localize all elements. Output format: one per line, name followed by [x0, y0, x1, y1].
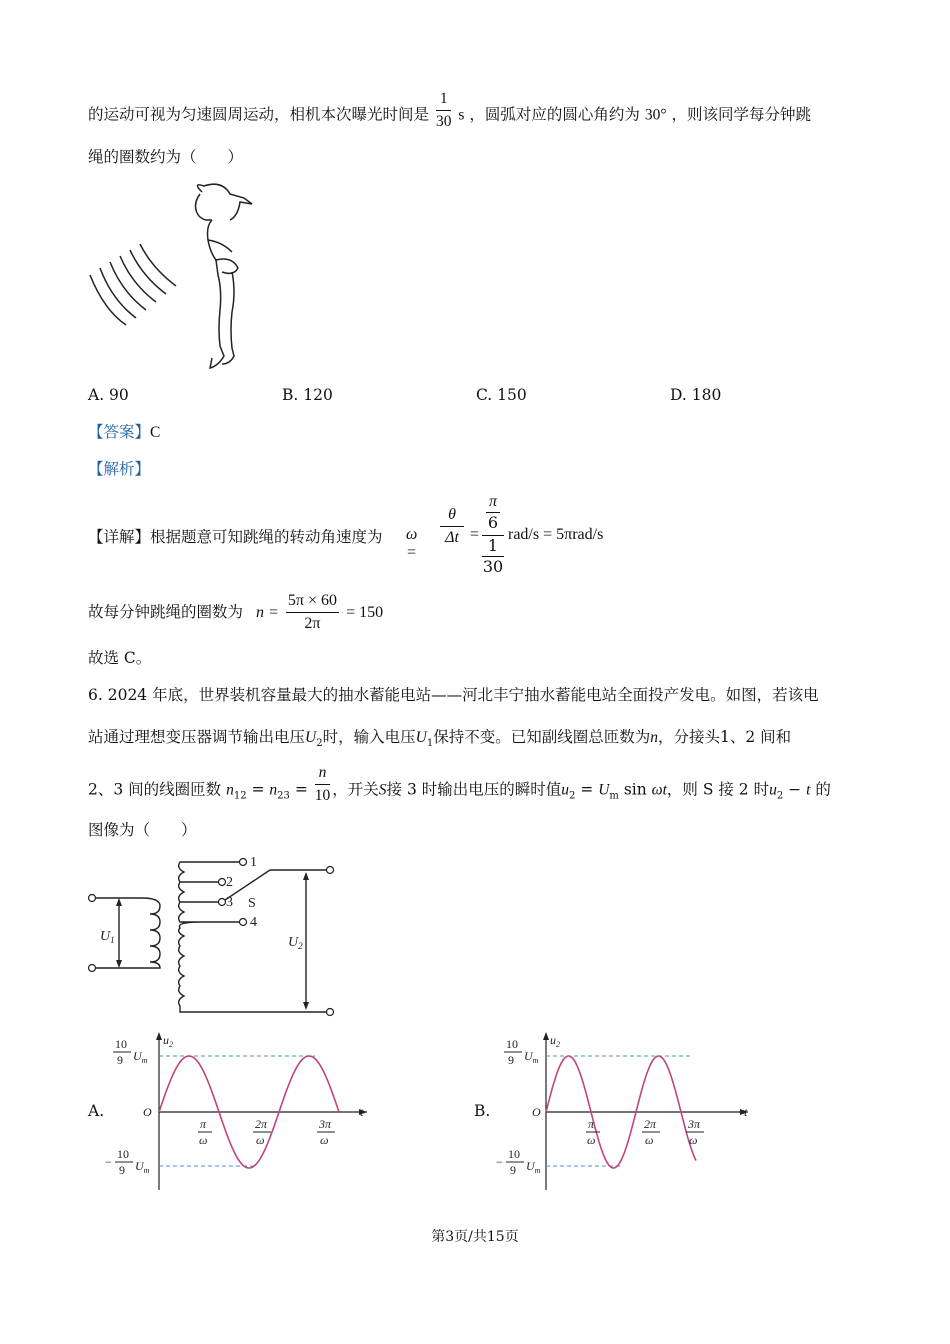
option-c: C. 150 [476, 386, 527, 404]
secondary-coil [179, 862, 330, 1012]
option-d: D. 180 [670, 386, 722, 404]
detail-tag: 【详解】 [88, 528, 151, 546]
q5-line2: 绳的圈数约为（ ） [88, 148, 244, 166]
jump-rope-figure [82, 180, 262, 375]
count-line: 故每分钟跳绳的圈数为 [88, 603, 244, 621]
u2-label: $U_2$ [288, 935, 303, 951]
tap-4: 4 [250, 915, 257, 930]
svg-text:10: 10 [115, 1037, 127, 1051]
svg-text:2π: 2π [644, 1117, 657, 1131]
u1-label: $U_1$ [100, 929, 115, 945]
graph-b-option: B. [474, 1102, 491, 1120]
exposure-fraction: $\frac{1}{30}$ [435, 90, 452, 130]
graph-a-option: A. [88, 1102, 105, 1120]
svg-text:−: − [105, 1155, 112, 1169]
q6-line3: 2、3 间的线圈匝数 $n_{12} = n_{23}$ = $\frac{n}{10}$ ，开关S接 3 时输出电压的瞬时值$u_2 = U_m$ sin ωt，则 S 接 2 时$u_2 - t$ 的 [88, 774, 831, 808]
answer-tag: 【答案】 [88, 423, 151, 441]
turns-fraction: $\frac{n}{10}$ [314, 764, 331, 804]
svg-text:Um: $U_m$ [135, 1159, 150, 1175]
option-b: B. 120 [282, 386, 333, 404]
svg-text:10: 10 [508, 1147, 520, 1161]
svg-text:ω: ω [689, 1133, 698, 1147]
page-footer: 第3页/共15页 [431, 1229, 519, 1245]
theta-over-dt: $\frac{\theta}{\Delta t}$ [440, 504, 464, 549]
svg-text:O: O [532, 1105, 541, 1119]
svg-text:3π: 3π [688, 1117, 701, 1131]
svg-text:Um: $U_m$ [133, 1049, 148, 1065]
svg-text:10: 10 [117, 1147, 129, 1161]
girl-outline [196, 184, 253, 368]
svg-text:π: π [200, 1117, 207, 1131]
svg-text:Um: $U_m$ [526, 1159, 541, 1175]
tap-1: 1 [250, 855, 257, 870]
q5-line1: 的运动可视为匀速圆周运动，相机本次曝光时间是 $\frac{1}{30}$ s ，圆弧对应的圆心角约为 30° ，则该同学每分钟跳 [88, 98, 811, 133]
angle-value: 30° [644, 106, 667, 124]
transformer-circuit [80, 850, 360, 1025]
svg-text:u2: $u_2$ [163, 1033, 173, 1049]
svg-text:9: 9 [508, 1053, 514, 1067]
svg-text:−: − [496, 1155, 503, 1169]
primary-coil [142, 898, 160, 968]
answer-line [88, 421, 160, 444]
q5-text-a: 的运动可视为匀速圆周运动，相机本次曝光时间是 [88, 105, 430, 124]
svg-text:ω: ω [587, 1133, 596, 1147]
svg-text:9: 9 [119, 1163, 125, 1177]
q6-line4: 图像为（ ） [88, 821, 197, 839]
option-a: A. 90 [88, 386, 129, 404]
detail-line: 【详解】根据题意可知跳绳的转动角速度为 [88, 528, 383, 546]
conclusion: 故选 C。 [88, 649, 152, 667]
q6-line1: 6. 2024 年底，世界装机容量最大的抽水蓄能电站——河北丰宁抽水蓄能电站全面投产发电。如图，若该电 [88, 686, 819, 704]
svg-text:ω: ω [320, 1133, 329, 1147]
graph-a [105, 1030, 375, 1200]
analysis-tag: 【解析】 [88, 460, 151, 478]
svg-text:ω: ω [256, 1133, 265, 1147]
svg-text:ω: ω [199, 1133, 208, 1147]
tap-2: 2 [226, 875, 233, 890]
svg-text:2π: 2π [255, 1117, 268, 1131]
svg-text:Um: $U_m$ [524, 1049, 539, 1065]
n-equation: n = $\frac{5\pi \times 60}{2\pi}$ = 150 [256, 592, 384, 632]
svg-text:10: 10 [506, 1037, 518, 1051]
svg-text:u2: $u_2$ [550, 1033, 560, 1049]
tap-3: 3 [226, 895, 233, 910]
svg-text:O: O [143, 1105, 152, 1119]
svg-text:π: π [588, 1117, 595, 1131]
svg-text:3π: 3π [319, 1117, 332, 1131]
graph-b [492, 1030, 762, 1200]
svg-text:9: 9 [117, 1053, 123, 1067]
switch-label: S [248, 896, 256, 911]
svg-text:ω: ω [645, 1133, 654, 1147]
q6-line2: 站通过理想变压器调节输出电压$U_2$时，输入电压$U_1$保持不变。已知副线圈总匝数为n，分接头1、2 间和 [88, 728, 792, 750]
complex-fraction: π 6 1 30 [482, 493, 504, 576]
rope-arcs [90, 244, 176, 325]
svg-text:9: 9 [510, 1163, 516, 1177]
answer-value: C [150, 424, 161, 441]
